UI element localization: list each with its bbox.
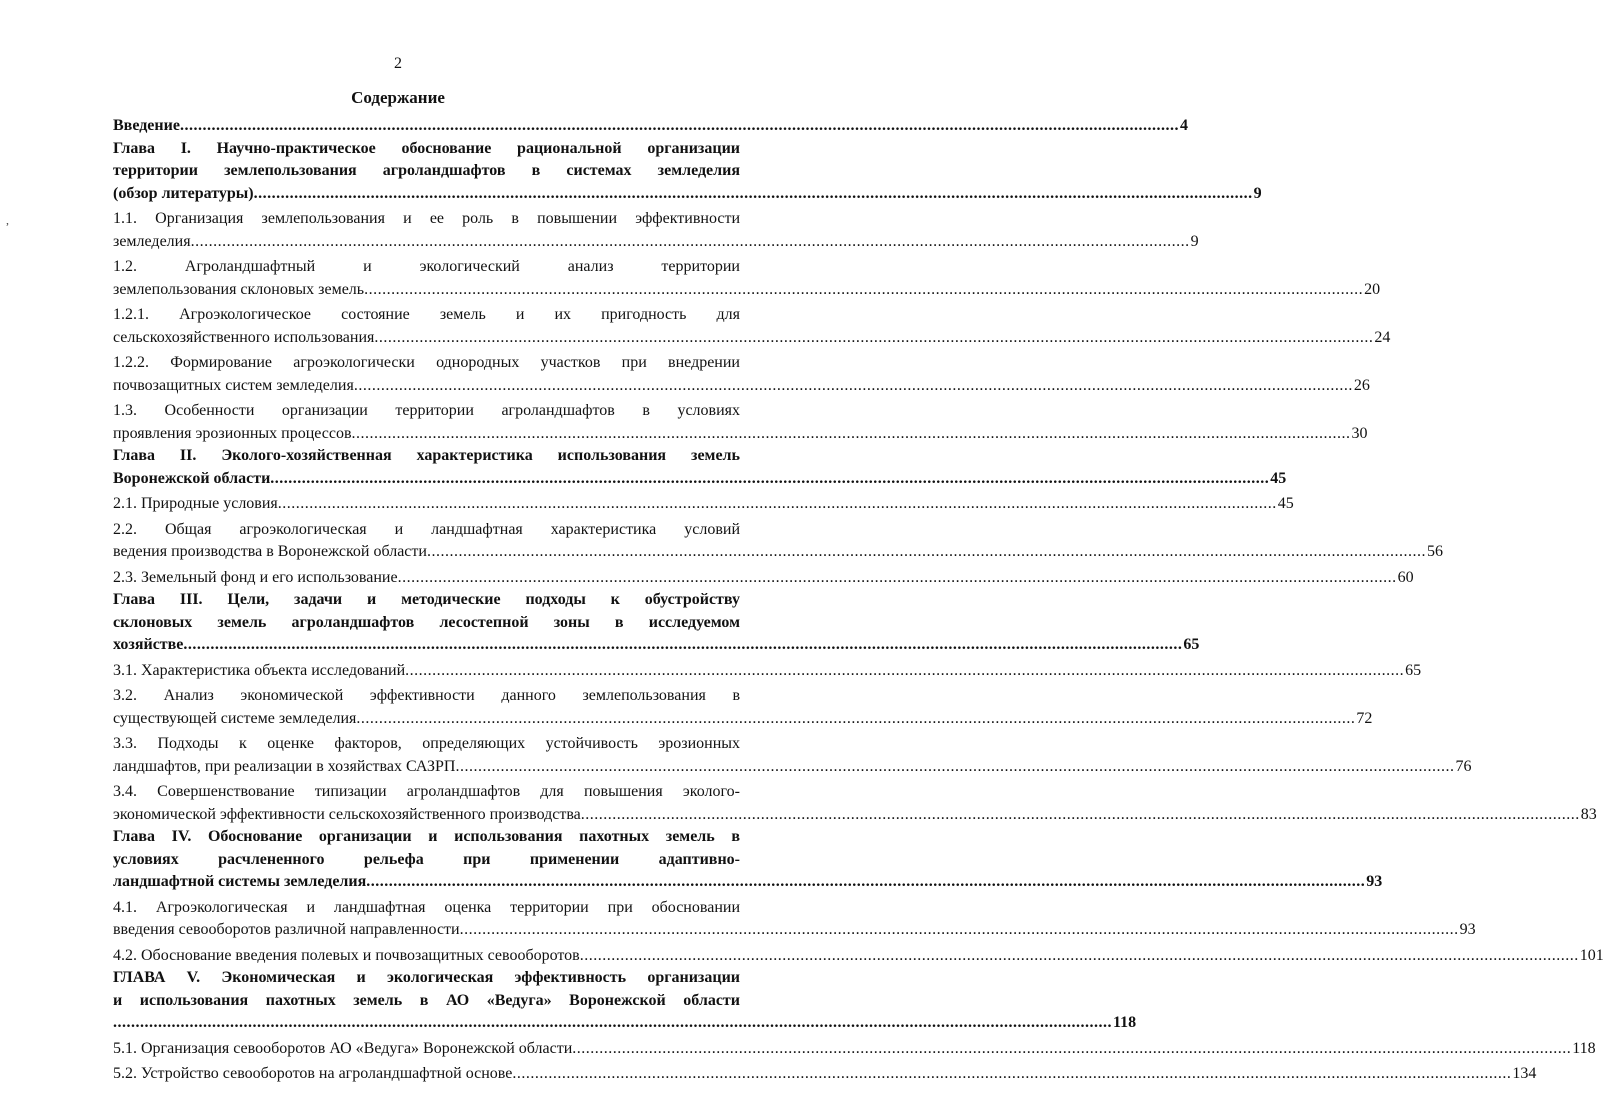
toc-entry-lastline bbox=[113, 493, 1294, 516]
dot-leader: .............................................................................................................................................................................................................................. bbox=[426, 543, 1426, 560]
toc-entry-title: экономической эффективности сельскохозяйственного производства bbox=[113, 805, 581, 823]
toc-section-entry bbox=[113, 660, 1422, 683]
toc-entry-line: Глава IV. Обоснование организации и использования пахотных земель в bbox=[113, 828, 740, 845]
toc-entry-lastline bbox=[113, 1038, 1596, 1061]
toc-chapter-entry bbox=[113, 826, 1383, 894]
dot-leader: .............................................................................................................................................................................................................................. bbox=[179, 117, 1179, 134]
toc-entry-title: сельскохозяйственного использования bbox=[113, 328, 375, 346]
toc-entry-line: 2.2. Общая агроэкологическая и ландшафтная характеристика условий bbox=[113, 520, 740, 538]
toc-page-number: 20 bbox=[1364, 280, 1381, 298]
toc-chapter-entry bbox=[113, 138, 1262, 206]
toc-entry-title: ландшафтов, при реализации в хозяйствах САЗРП bbox=[113, 757, 456, 775]
toc-page-number: 4 bbox=[1179, 117, 1188, 134]
toc-entry-title: почвозащитных систем земледелия bbox=[113, 376, 354, 394]
dot-leader: .............................................................................................................................................................................................................................. bbox=[253, 184, 1253, 202]
toc-entry-lastline bbox=[113, 708, 1373, 731]
toc-section-entry bbox=[113, 945, 1604, 968]
toc-entry-line: 1.2.2. Формирование агроэкологически однородных участков при внедрении bbox=[113, 354, 740, 371]
dot-leader: .............................................................................................................................................................................................................................. bbox=[190, 232, 1190, 250]
toc-entry-line: Глава II. Эколого-хозяйственная характеристика использования земель bbox=[113, 447, 740, 464]
dot-leader: .............................................................................................................................................................................................................................. bbox=[580, 805, 1580, 823]
toc-entry-line: территории землепользования агроландшафтов в системах земледелия bbox=[113, 162, 740, 179]
toc-entry-line: Глава III. Цели, задачи и методические подходы к обустройству bbox=[113, 591, 740, 608]
toc-entry-line: 3.3. Подходы к оценке факторов, определяющих устойчивость эрозионных bbox=[113, 735, 740, 752]
toc-entry-line: 1.2.1. Агроэкологическое состояние земель и их пригодность для bbox=[113, 306, 740, 323]
toc-page-number: 9 bbox=[1190, 232, 1199, 250]
dot-leader: .............................................................................................................................................................................................................................. bbox=[512, 1065, 1512, 1082]
toc-entry-lastline bbox=[113, 871, 1383, 894]
toc-entry-title: ландшафтной системы земледелия bbox=[113, 873, 367, 890]
toc-section-entry bbox=[113, 208, 1199, 253]
toc-page-number: 118 bbox=[1572, 1039, 1596, 1057]
toc-entry-lastline bbox=[113, 919, 1476, 942]
dot-leader: .............................................................................................................................................................................................................................. bbox=[183, 636, 1183, 653]
toc-entry-title: 2.1. Природные условия bbox=[113, 495, 278, 512]
toc-page-number: 45 bbox=[1277, 495, 1294, 512]
page-number: 2 bbox=[394, 55, 402, 72]
toc-entry-title: 5.1. Организация севооборотов АО «Ведуга» Воронежской области bbox=[113, 1039, 573, 1057]
toc-entry-lastline bbox=[113, 660, 1422, 683]
toc-entry-line: 3.2. Анализ экономической эффективности данного землепользования в bbox=[113, 687, 740, 704]
toc-entry-lastline bbox=[113, 423, 1368, 446]
toc-entry-lastline bbox=[113, 541, 1443, 564]
dot-leader: .............................................................................................................................................................................................................................. bbox=[356, 709, 1356, 727]
toc-entry-line: 1.3. Особенности организации территории агроландшафтов в условиях bbox=[113, 402, 740, 419]
toc-entry-lastline bbox=[113, 231, 1199, 254]
margin-mark: , bbox=[6, 213, 9, 227]
dot-leader: .............................................................................................................................................................................................................................. bbox=[270, 469, 1270, 487]
toc-entry-title: 2.3. Земельный фонд и его использование bbox=[113, 568, 398, 586]
dot-leader: .............................................................................................................................................................................................................................. bbox=[579, 946, 1579, 964]
toc-entry-lastline bbox=[113, 756, 1472, 779]
toc-entry-lastline bbox=[113, 567, 1414, 590]
dot-leader: .............................................................................................................................................................................................................................. bbox=[277, 495, 1277, 512]
toc-page-number: 101 bbox=[1579, 946, 1604, 964]
toc-entry-line: 1.1. Организация землепользования и ее роль в повышении эффективности bbox=[113, 210, 740, 227]
toc-page-number: 26 bbox=[1353, 376, 1370, 394]
toc-chapter-entry bbox=[113, 589, 1200, 657]
toc-section-entry bbox=[113, 781, 1597, 826]
dot-leader: .............................................................................................................................................................................................................................. bbox=[455, 757, 1455, 775]
dot-leader: .............................................................................................................................................................................................................................. bbox=[572, 1039, 1572, 1057]
dot-leader: .............................................................................................................................................................................................................................. bbox=[397, 568, 1397, 586]
toc-entry-lastline bbox=[113, 945, 1604, 968]
toc-entry-lastline bbox=[113, 468, 1287, 491]
toc-entry-lastline bbox=[113, 1063, 1537, 1086]
toc-entry-title: землепользования склоновых земель bbox=[113, 280, 365, 298]
toc-section-entry bbox=[113, 1063, 1537, 1086]
toc-entry-title: земледелия bbox=[113, 232, 191, 250]
toc-page-number: 76 bbox=[1455, 757, 1472, 775]
toc-page-number: 134 bbox=[1512, 1065, 1537, 1082]
toc-entry-title: ведения производства в Воронежской области bbox=[113, 543, 427, 560]
toc-section-entry bbox=[113, 519, 1443, 564]
toc-section-entry bbox=[113, 352, 1370, 397]
toc-section-entry bbox=[113, 733, 1472, 778]
toc-entry-title: 3.1. Характеристика объекта исследований bbox=[113, 661, 406, 679]
toc-entry-title: Введение bbox=[113, 117, 180, 134]
toc-entry-line: условиях расчлененного рельефа при применении адаптивно- bbox=[113, 850, 740, 868]
toc-page-number: 65 bbox=[1183, 636, 1200, 653]
toc-entry-title: Воронежской области bbox=[113, 469, 271, 487]
dot-leader: .............................................................................................................................................................................................................................. bbox=[374, 328, 1374, 346]
toc-chapter-entry bbox=[113, 115, 1188, 138]
dot-leader: .............................................................................................................................................................................................................................. bbox=[353, 376, 1353, 394]
dot-leader: .............................................................................................................................................................................................................................. bbox=[113, 1014, 1112, 1031]
toc-section-entry bbox=[113, 685, 1373, 730]
toc-section-entry bbox=[113, 256, 1381, 301]
toc-entry-title: (обзор литературы) bbox=[113, 184, 254, 202]
dot-leader: .............................................................................................................................................................................................................................. bbox=[351, 424, 1351, 442]
toc-entry-title: проявления эрозионных процессов bbox=[113, 424, 352, 442]
toc-section-entry bbox=[113, 897, 1476, 942]
toc-entry-lastline bbox=[113, 115, 1188, 138]
toc-entry-line: склоновых земель агроландшафтов лесостепной зоны в исследуемом bbox=[113, 613, 740, 631]
toc-section-entry bbox=[113, 567, 1414, 590]
toc-page-number: 56 bbox=[1426, 543, 1443, 560]
toc-entry-lastline bbox=[113, 279, 1381, 302]
toc-page-number: 65 bbox=[1405, 661, 1422, 679]
toc-section-entry bbox=[113, 304, 1391, 349]
toc-page-number: 93 bbox=[1459, 921, 1476, 938]
toc-title: Содержание bbox=[351, 88, 445, 107]
toc-entry-lastline bbox=[113, 327, 1391, 350]
toc-page-number: 45 bbox=[1270, 469, 1287, 487]
toc-page-number: 118 bbox=[1113, 1014, 1137, 1031]
table-of-contents bbox=[113, 115, 1604, 1086]
dot-leader: .............................................................................................................................................................................................................................. bbox=[405, 661, 1405, 679]
toc-page-number: 83 bbox=[1580, 805, 1597, 823]
toc-entry-line: 4.1. Агроэкологическая и ландшафтная оценка территории при обосновании bbox=[113, 898, 740, 916]
toc-page-number: 72 bbox=[1356, 709, 1373, 727]
toc-entry-lastline bbox=[113, 375, 1370, 398]
toc-page-number: 30 bbox=[1351, 424, 1368, 442]
toc-entry-lastline bbox=[113, 1012, 1137, 1035]
dot-leader: .............................................................................................................................................................................................................................. bbox=[364, 280, 1364, 298]
toc-section-entry bbox=[113, 493, 1294, 516]
toc-entry-line: и использования пахотных земель в АО «Ведуга» Воронежской области bbox=[113, 991, 740, 1009]
toc-chapter-entry bbox=[113, 445, 1287, 490]
toc-section-entry bbox=[113, 400, 1368, 445]
dot-leader: .............................................................................................................................................................................................................................. bbox=[459, 921, 1459, 938]
dot-leader: .............................................................................................................................................................................................................................. bbox=[366, 873, 1366, 890]
toc-entry-line: ГЛАВА V. Экономическая и экологическая эффективность организации bbox=[113, 969, 740, 986]
toc-entry-title: введения севооборотов различной направленности bbox=[113, 921, 460, 938]
toc-section-entry bbox=[113, 1038, 1596, 1061]
toc-entry-lastline bbox=[113, 804, 1597, 827]
toc-page-number: 60 bbox=[1397, 568, 1414, 586]
toc-entry-line: 1.2. Агроландшафтный и экологический анализ территории bbox=[113, 258, 740, 275]
toc-entry-lastline bbox=[113, 183, 1262, 206]
toc-entry-title: хозяйстве bbox=[113, 636, 184, 653]
toc-entry-line: Глава I. Научно-практическое обоснование рациональной организации bbox=[113, 139, 740, 157]
toc-page-number: 9 bbox=[1253, 184, 1262, 202]
toc-page-number: 24 bbox=[1374, 328, 1391, 346]
toc-chapter-entry bbox=[113, 967, 1137, 1035]
toc-page-number: 93 bbox=[1366, 873, 1383, 890]
toc-entry-lastline bbox=[113, 634, 1200, 657]
toc-entry-line: 3.4. Совершенствование типизации агроландшафтов для повышения эколого- bbox=[113, 783, 740, 800]
toc-entry-title: существующей системе земледелия bbox=[113, 709, 357, 727]
toc-entry-title: 5.2. Устройство севооборотов на агроландшафтной основе bbox=[113, 1065, 513, 1082]
toc-entry-title: 4.2. Обоснование введения полевых и почвозащитных севооборотов bbox=[113, 946, 580, 964]
